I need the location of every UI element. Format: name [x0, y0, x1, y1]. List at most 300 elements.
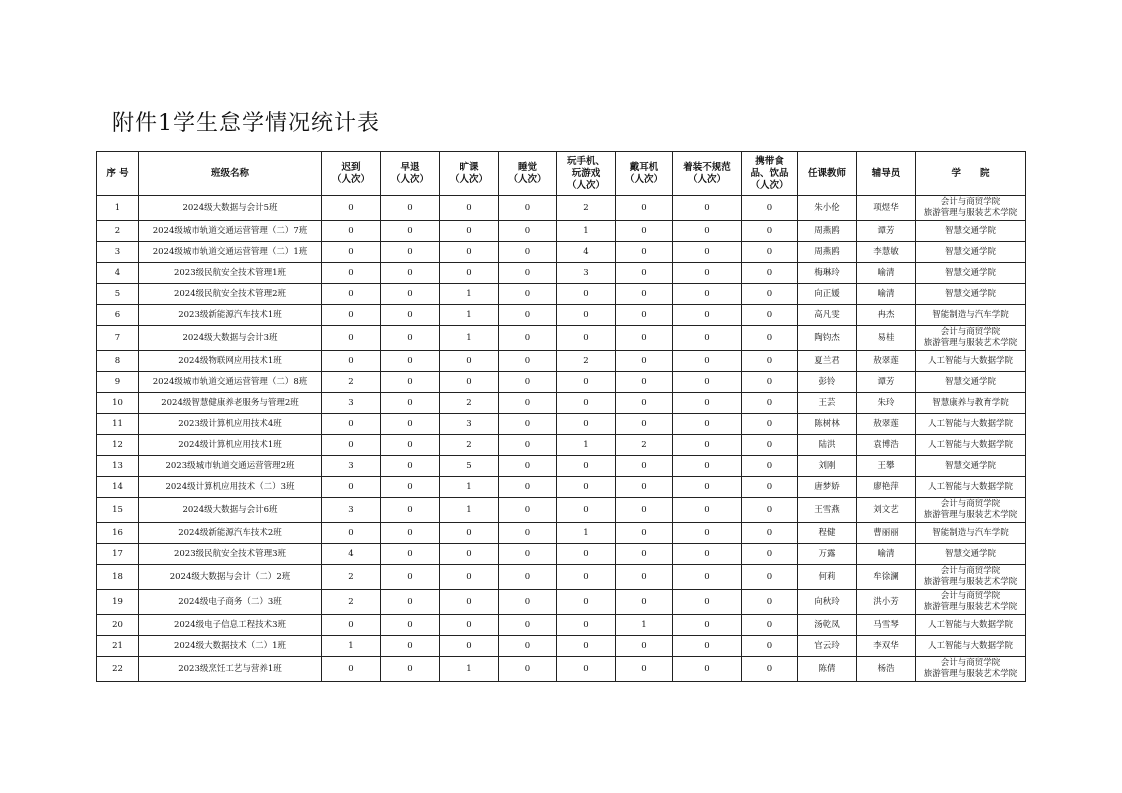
cell-college: [916, 498, 1026, 523]
cell-seq: 8: [97, 351, 139, 372]
cell-food: 0: [742, 263, 798, 284]
cell-absent: 1: [440, 477, 499, 498]
table-row: [97, 305, 1026, 326]
cell-early: 0: [381, 636, 440, 657]
cell-food: 0: [742, 498, 798, 523]
cell-early: 0: [381, 435, 440, 456]
cell-late: 0: [322, 263, 381, 284]
cell-dress: 0: [673, 393, 742, 414]
college-name: 人工智能与大数据学院: [927, 439, 1013, 450]
header-earphone: 戴耳机 （人次）: [616, 152, 673, 196]
cell-seq: 19: [97, 590, 139, 615]
college-name: 智能制造与汽车学院: [932, 527, 1009, 538]
college-name: 智慧交通学院: [944, 225, 996, 236]
college-name: 旅游管理与服装艺术学院: [923, 577, 1018, 587]
cell-teacher: 陈倩: [798, 657, 857, 682]
cell-late: 0: [322, 414, 381, 435]
cell-earphone: 0: [616, 221, 673, 242]
cell-phone: 0: [557, 615, 616, 636]
cell-earphone: 0: [616, 263, 673, 284]
cell-food: 0: [742, 196, 798, 221]
cell-food: 0: [742, 284, 798, 305]
cell-late: 4: [322, 544, 381, 565]
table-row: [97, 590, 1026, 615]
cell-class-name: 2024级电子商务（二）3班: [139, 590, 322, 615]
cell-sleep: 0: [499, 565, 557, 590]
table-row: [97, 393, 1026, 414]
cell-late: 0: [322, 305, 381, 326]
table-row: [97, 657, 1026, 682]
college-name: 智慧康养与教育学院: [932, 397, 1009, 408]
cell-teacher: 陶钧杰: [798, 326, 857, 351]
cell-teacher: 汤乾凤: [798, 615, 857, 636]
cell-dress: 0: [673, 242, 742, 263]
cell-phone: 0: [557, 636, 616, 657]
header-late: 迟到 （人次）: [322, 152, 381, 196]
cell-sleep: 0: [499, 221, 557, 242]
cell-phone: 0: [557, 590, 616, 615]
cell-earphone: 0: [616, 523, 673, 544]
cell-class-name: 2023级民航安全技术管理1班: [139, 263, 322, 284]
cell-dress: 0: [673, 477, 742, 498]
cell-counselor: 易桂: [857, 326, 916, 351]
cell-earphone: 0: [616, 196, 673, 221]
cell-earphone: 0: [616, 456, 673, 477]
cell-food: 0: [742, 590, 798, 615]
header-sleep: 睡觉 （人次）: [499, 152, 557, 196]
cell-college: [916, 351, 1026, 372]
cell-absent: 0: [440, 242, 499, 263]
college-name: 智慧交通学院: [944, 288, 996, 299]
cell-absent: 0: [440, 523, 499, 544]
college-name: 智慧交通学院: [944, 267, 996, 278]
cell-teacher: 何莉: [798, 565, 857, 590]
cell-early: 0: [381, 305, 440, 326]
college-name: 会计与商贸学院: [940, 566, 1001, 576]
cell-dress: 0: [673, 657, 742, 682]
college-name: 智慧交通学院: [944, 460, 996, 471]
cell-dress: 0: [673, 435, 742, 456]
cell-seq: 13: [97, 456, 139, 477]
cell-counselor: 敖翠莲: [857, 414, 916, 435]
cell-dress: 0: [673, 544, 742, 565]
cell-absent: 1: [440, 498, 499, 523]
cell-absent: 3: [440, 414, 499, 435]
header-row: [97, 152, 1026, 196]
college-name: 智慧交通学院: [944, 376, 996, 387]
cell-class-name: 2024级城市轨道交通运营管理（二）8班: [139, 372, 322, 393]
cell-college: [916, 636, 1026, 657]
cell-seq: 17: [97, 544, 139, 565]
cell-dress: 0: [673, 221, 742, 242]
cell-food: 0: [742, 326, 798, 351]
cell-phone: 2: [557, 196, 616, 221]
table-row: [97, 196, 1026, 221]
cell-absent: 0: [440, 544, 499, 565]
cell-dress: 0: [673, 565, 742, 590]
cell-seq: 22: [97, 657, 139, 682]
cell-seq: 18: [97, 565, 139, 590]
college-name: 智能制造与汽车学院: [932, 309, 1009, 320]
cell-late: 0: [322, 523, 381, 544]
cell-teacher: 彭铃: [798, 372, 857, 393]
cell-seq: 11: [97, 414, 139, 435]
cell-late: 0: [322, 242, 381, 263]
cell-early: 0: [381, 263, 440, 284]
cell-class-name: 2024级城市轨道交通运营管理（二）7班: [139, 221, 322, 242]
cell-earphone: 0: [616, 477, 673, 498]
cell-early: 0: [381, 393, 440, 414]
cell-late: 2: [322, 372, 381, 393]
cell-class-name: 2024级城市轨道交通运营管理（二）1班: [139, 242, 322, 263]
cell-teacher: 陈树林: [798, 414, 857, 435]
cell-absent: 0: [440, 372, 499, 393]
cell-college: [916, 393, 1026, 414]
table-row: [97, 498, 1026, 523]
cell-earphone: 2: [616, 435, 673, 456]
cell-sleep: 0: [499, 590, 557, 615]
cell-absent: 0: [440, 263, 499, 284]
cell-seq: 2: [97, 221, 139, 242]
cell-early: 0: [381, 544, 440, 565]
cell-seq: 1: [97, 196, 139, 221]
cell-early: 0: [381, 284, 440, 305]
cell-seq: 14: [97, 477, 139, 498]
cell-late: 0: [322, 351, 381, 372]
cell-earphone: 0: [616, 351, 673, 372]
cell-counselor: 朱玲: [857, 393, 916, 414]
cell-teacher: 王雪燕: [798, 498, 857, 523]
cell-teacher: 程健: [798, 523, 857, 544]
cell-counselor: 杨浩: [857, 657, 916, 682]
cell-sleep: 0: [499, 544, 557, 565]
cell-early: 0: [381, 196, 440, 221]
cell-dress: 0: [673, 498, 742, 523]
table-row: [97, 242, 1026, 263]
cell-class-name: 2024级电子信息工程技术3班: [139, 615, 322, 636]
cell-teacher: 夏兰君: [798, 351, 857, 372]
table-row: [97, 435, 1026, 456]
cell-earphone: 0: [616, 657, 673, 682]
table-body: [97, 196, 1026, 682]
cell-dress: 0: [673, 590, 742, 615]
cell-absent: 5: [440, 456, 499, 477]
cell-class-name: 2024级大数据与会计3班: [139, 326, 322, 351]
cell-phone: 2: [557, 351, 616, 372]
cell-phone: 0: [557, 414, 616, 435]
header-phone: 玩手机、 玩游戏 （人次）: [557, 152, 616, 196]
header-college: 学 院: [916, 152, 1026, 196]
cell-counselor: 洪小芳: [857, 590, 916, 615]
cell-absent: 0: [440, 351, 499, 372]
cell-teacher: 陆洪: [798, 435, 857, 456]
cell-phone: 1: [557, 435, 616, 456]
cell-counselor: 冉杰: [857, 305, 916, 326]
cell-dress: 0: [673, 372, 742, 393]
cell-class-name: 2024级智慧健康养老服务与管理2班: [139, 393, 322, 414]
header-teacher: 任课教师: [798, 152, 857, 196]
cell-sleep: 0: [499, 477, 557, 498]
cell-teacher: 向秋玲: [798, 590, 857, 615]
cell-dress: 0: [673, 326, 742, 351]
cell-absent: 1: [440, 284, 499, 305]
cell-food: 0: [742, 565, 798, 590]
cell-earphone: 0: [616, 393, 673, 414]
cell-food: 0: [742, 393, 798, 414]
cell-food: 0: [742, 456, 798, 477]
cell-absent: 0: [440, 196, 499, 221]
college-name: 人工智能与大数据学院: [927, 418, 1013, 429]
table-row: [97, 284, 1026, 305]
page-title: 附件1学生怠学情况统计表: [112, 111, 380, 136]
cell-counselor: 廖艳萍: [857, 477, 916, 498]
cell-food: 0: [742, 414, 798, 435]
cell-class-name: 2024级物联网应用技术1班: [139, 351, 322, 372]
cell-early: 0: [381, 477, 440, 498]
cell-teacher: 王芸: [798, 393, 857, 414]
cell-phone: 0: [557, 477, 616, 498]
cell-sleep: 0: [499, 435, 557, 456]
cell-phone: 0: [557, 284, 616, 305]
cell-earphone: 0: [616, 636, 673, 657]
cell-counselor: 敖翠莲: [857, 351, 916, 372]
cell-counselor: 马雪琴: [857, 615, 916, 636]
cell-absent: 1: [440, 326, 499, 351]
cell-college: [916, 196, 1026, 221]
cell-late: 3: [322, 498, 381, 523]
cell-dress: 0: [673, 196, 742, 221]
cell-late: 2: [322, 590, 381, 615]
cell-class-name: 2023级烹饪工艺与营养1班: [139, 657, 322, 682]
cell-absent: 1: [440, 657, 499, 682]
header-dress: 着装不规范 （人次）: [673, 152, 742, 196]
cell-seq: 10: [97, 393, 139, 414]
cell-early: 0: [381, 221, 440, 242]
table-row: [97, 615, 1026, 636]
cell-counselor: 项煜华: [857, 196, 916, 221]
cell-sleep: 0: [499, 523, 557, 544]
cell-sleep: 0: [499, 284, 557, 305]
cell-late: 2: [322, 565, 381, 590]
cell-food: 0: [742, 477, 798, 498]
cell-sleep: 0: [499, 456, 557, 477]
college-name: 人工智能与大数据学院: [927, 619, 1013, 630]
cell-counselor: 喻清: [857, 284, 916, 305]
college-name: 人工智能与大数据学院: [927, 481, 1013, 492]
cell-college: [916, 242, 1026, 263]
cell-dress: 0: [673, 414, 742, 435]
cell-class-name: 2023级新能源汽车技术1班: [139, 305, 322, 326]
cell-phone: 0: [557, 372, 616, 393]
cell-food: 0: [742, 544, 798, 565]
cell-late: 0: [322, 221, 381, 242]
cell-phone: 4: [557, 242, 616, 263]
cell-teacher: 万露: [798, 544, 857, 565]
statistics-table: [96, 151, 1026, 682]
cell-college: [916, 284, 1026, 305]
cell-class-name: 2024级计算机应用技术（二）3班: [139, 477, 322, 498]
cell-food: 0: [742, 372, 798, 393]
cell-late: 1: [322, 636, 381, 657]
cell-dress: 0: [673, 284, 742, 305]
cell-earphone: 0: [616, 565, 673, 590]
cell-class-name: 2024级民航安全技术管理2班: [139, 284, 322, 305]
cell-teacher: 唐梦娇: [798, 477, 857, 498]
cell-college: [916, 435, 1026, 456]
cell-earphone: 0: [616, 284, 673, 305]
cell-food: 0: [742, 351, 798, 372]
college-name: 旅游管理与服装艺术学院: [923, 669, 1018, 679]
cell-seq: 9: [97, 372, 139, 393]
cell-food: 0: [742, 221, 798, 242]
cell-early: 0: [381, 615, 440, 636]
cell-teacher: 官云玲: [798, 636, 857, 657]
cell-counselor: 牟徐澜: [857, 565, 916, 590]
table-row: [97, 372, 1026, 393]
cell-seq: 20: [97, 615, 139, 636]
cell-class-name: 2024级新能源汽车技术2班: [139, 523, 322, 544]
cell-class-name: 2024级计算机应用技术1班: [139, 435, 322, 456]
cell-counselor: 李双华: [857, 636, 916, 657]
cell-early: 0: [381, 565, 440, 590]
cell-class-name: 2024级大数据与会计（二）2班: [139, 565, 322, 590]
cell-late: 0: [322, 615, 381, 636]
cell-class-name: 2024级大数据与会计6班: [139, 498, 322, 523]
cell-phone: 0: [557, 544, 616, 565]
header-absent: 旷课 （人次）: [440, 152, 499, 196]
cell-dress: 0: [673, 456, 742, 477]
cell-phone: 0: [557, 393, 616, 414]
cell-seq: 16: [97, 523, 139, 544]
cell-dress: 0: [673, 523, 742, 544]
cell-seq: 3: [97, 242, 139, 263]
cell-early: 0: [381, 242, 440, 263]
table-row: [97, 565, 1026, 590]
cell-earphone: 0: [616, 305, 673, 326]
cell-absent: 2: [440, 393, 499, 414]
cell-teacher: 向正媛: [798, 284, 857, 305]
cell-sleep: 0: [499, 615, 557, 636]
cell-counselor: 喻清: [857, 263, 916, 284]
cell-counselor: 王攀: [857, 456, 916, 477]
cell-earphone: 0: [616, 414, 673, 435]
cell-food: 0: [742, 242, 798, 263]
cell-food: 0: [742, 657, 798, 682]
college-name: 人工智能与大数据学院: [927, 640, 1013, 651]
cell-sleep: 0: [499, 196, 557, 221]
cell-late: 0: [322, 435, 381, 456]
cell-college: [916, 263, 1026, 284]
cell-late: 0: [322, 657, 381, 682]
cell-absent: 2: [440, 435, 499, 456]
cell-teacher: 周燕鸥: [798, 242, 857, 263]
cell-absent: 0: [440, 565, 499, 590]
cell-sleep: 0: [499, 372, 557, 393]
cell-class-name: 2023级城市轨道交通运营管理2班: [139, 456, 322, 477]
cell-earphone: 1: [616, 615, 673, 636]
cell-absent: 0: [440, 636, 499, 657]
cell-sleep: 0: [499, 657, 557, 682]
cell-seq: 4: [97, 263, 139, 284]
cell-college: [916, 305, 1026, 326]
cell-food: 0: [742, 636, 798, 657]
cell-food: 0: [742, 615, 798, 636]
cell-teacher: 梅琳玲: [798, 263, 857, 284]
college-name: 会计与商贸学院: [940, 658, 1001, 668]
cell-counselor: 袁博浩: [857, 435, 916, 456]
cell-early: 0: [381, 351, 440, 372]
cell-college: [916, 326, 1026, 351]
cell-late: 0: [322, 326, 381, 351]
table-row: [97, 351, 1026, 372]
cell-college: [916, 657, 1026, 682]
cell-earphone: 0: [616, 590, 673, 615]
cell-counselor: 刘文艺: [857, 498, 916, 523]
cell-early: 0: [381, 414, 440, 435]
cell-phone: 3: [557, 263, 616, 284]
cell-earphone: 0: [616, 326, 673, 351]
college-name: 会计与商贸学院: [940, 327, 1001, 337]
table-row: [97, 221, 1026, 242]
cell-sleep: 0: [499, 414, 557, 435]
college-name: 智慧交通学院: [944, 548, 996, 559]
header-class-name: 班级名称: [139, 152, 322, 196]
cell-college: [916, 372, 1026, 393]
cell-class-name: 2024级大数据与会计5班: [139, 196, 322, 221]
cell-seq: 5: [97, 284, 139, 305]
cell-sleep: 0: [499, 351, 557, 372]
table-row: [97, 523, 1026, 544]
college-name: 旅游管理与服装艺术学院: [923, 338, 1018, 348]
cell-earphone: 0: [616, 372, 673, 393]
header-seq: 序 号: [97, 152, 139, 196]
cell-phone: 1: [557, 523, 616, 544]
cell-sleep: 0: [499, 326, 557, 351]
cell-dress: 0: [673, 636, 742, 657]
cell-college: [916, 544, 1026, 565]
cell-dress: 0: [673, 615, 742, 636]
cell-counselor: 谭芳: [857, 372, 916, 393]
cell-class-name: 2024级大数据技术（二）1班: [139, 636, 322, 657]
cell-late: 3: [322, 456, 381, 477]
cell-early: 0: [381, 456, 440, 477]
cell-college: [916, 456, 1026, 477]
cell-counselor: 曹丽丽: [857, 523, 916, 544]
college-name: 旅游管理与服装艺术学院: [923, 602, 1018, 612]
cell-absent: 0: [440, 615, 499, 636]
cell-teacher: 刘刚: [798, 456, 857, 477]
cell-earphone: 0: [616, 242, 673, 263]
cell-dress: 0: [673, 305, 742, 326]
cell-sleep: 0: [499, 498, 557, 523]
cell-earphone: 0: [616, 544, 673, 565]
cell-counselor: 喻清: [857, 544, 916, 565]
cell-sleep: 0: [499, 242, 557, 263]
header-food: 携带食 品、饮品 （人次）: [742, 152, 798, 196]
cell-phone: 0: [557, 326, 616, 351]
table-row: [97, 544, 1026, 565]
cell-college: [916, 477, 1026, 498]
cell-absent: 0: [440, 590, 499, 615]
college-name: 人工智能与大数据学院: [927, 355, 1013, 366]
cell-college: [916, 221, 1026, 242]
cell-phone: 0: [557, 565, 616, 590]
cell-sleep: 0: [499, 305, 557, 326]
cell-sleep: 0: [499, 636, 557, 657]
cell-college: [916, 615, 1026, 636]
college-name: 会计与商贸学院: [940, 499, 1001, 509]
college-name: 智慧交通学院: [944, 246, 996, 257]
